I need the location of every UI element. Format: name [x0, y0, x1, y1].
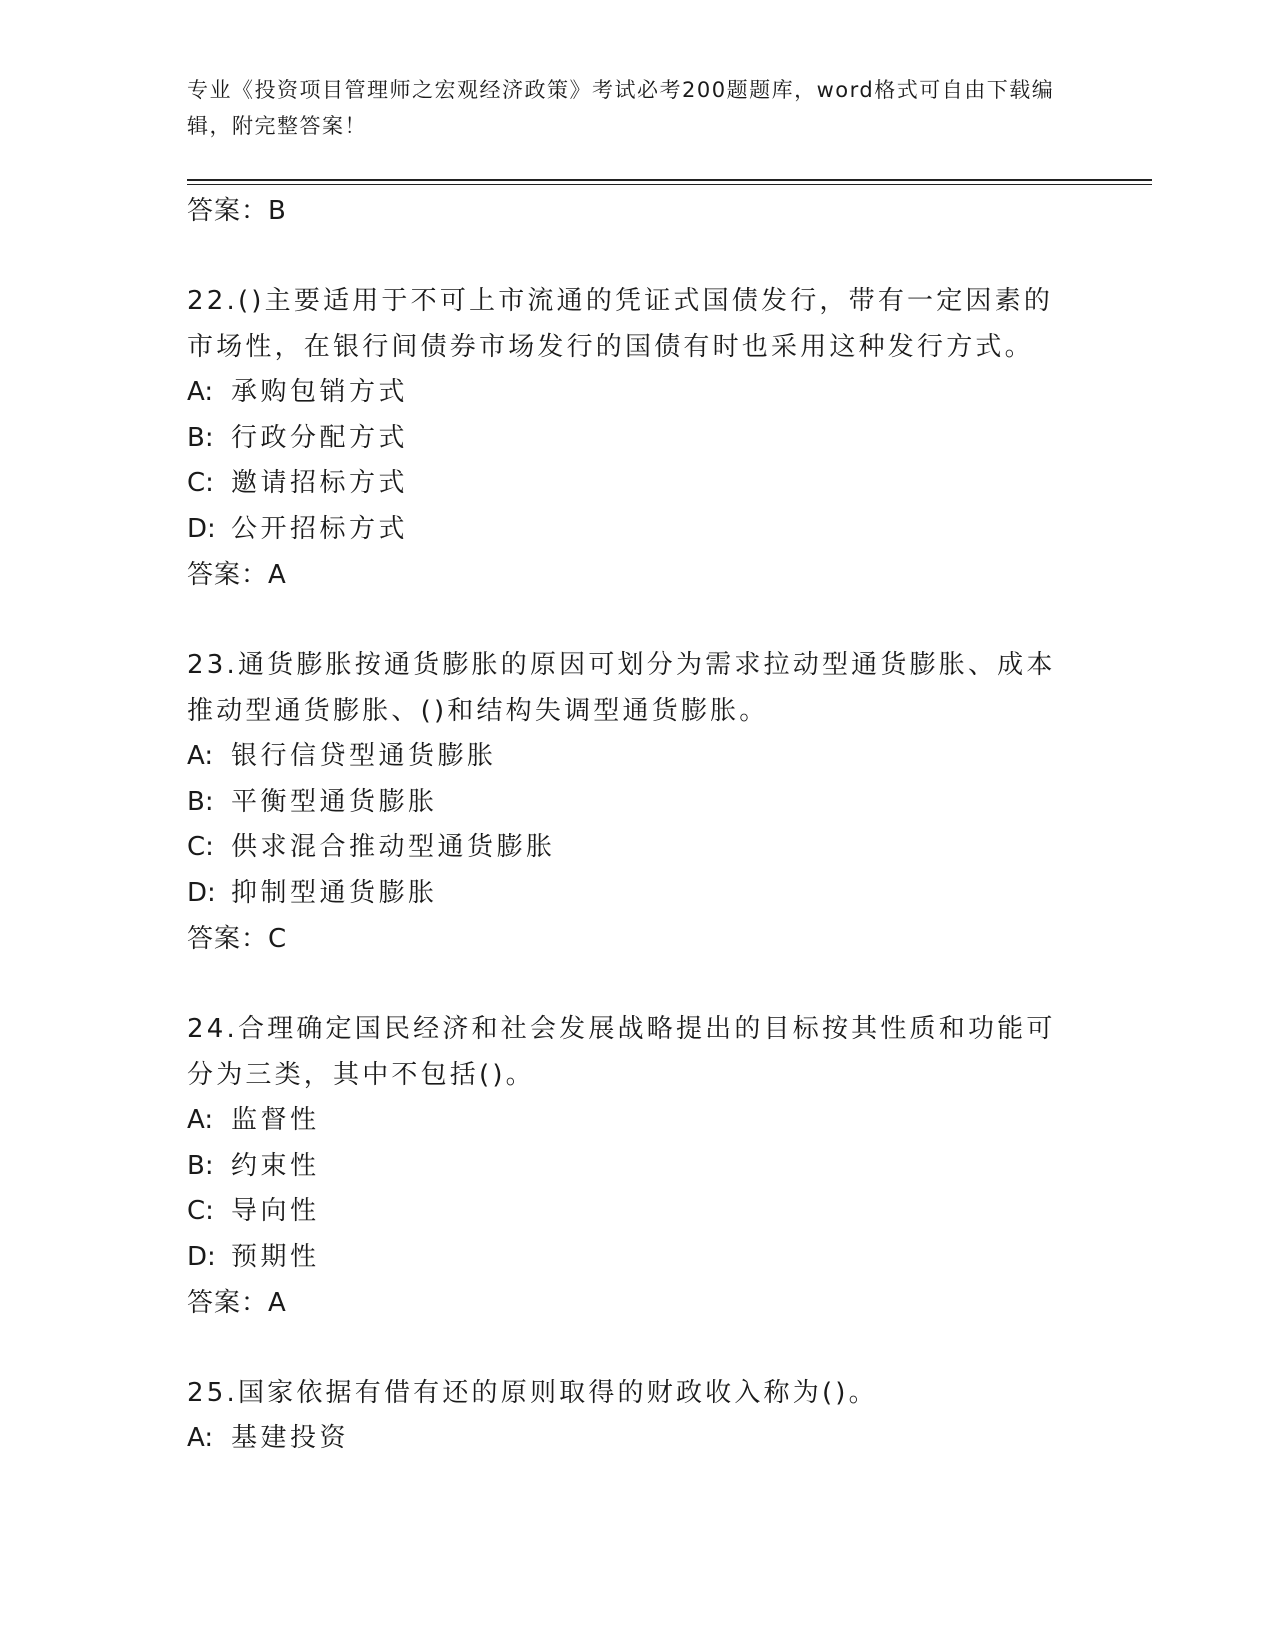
option-b	[187, 416, 1077, 462]
option-letter: C:	[187, 468, 214, 498]
option-d	[187, 507, 1077, 553]
option-text: 承购包销方式	[231, 377, 409, 407]
option-letter: D:	[187, 1241, 216, 1272]
option-d	[187, 1235, 1077, 1281]
option-text: 银行信贷型通货膨胀	[231, 741, 497, 771]
option-text: 邀请招标方式	[231, 468, 409, 498]
question-25	[187, 1370, 1077, 1462]
question-list	[187, 188, 1077, 1462]
answer-line: 答案：A	[187, 1288, 287, 1318]
option-b	[187, 1144, 1077, 1190]
option-d	[187, 871, 1077, 917]
option-letter: C:	[187, 832, 214, 862]
option-text: 监督性	[231, 1105, 320, 1135]
option-c	[187, 825, 1077, 871]
question-stem: 22.()主要适用于不可上市流通的凭证式国债发行，带有一定因素的市场性，在银行间债券市场发行的国债有时也采用这种发行方式。	[187, 286, 1054, 362]
header-rule-thick	[187, 179, 1152, 181]
question-stem: 25.国家依据有借有还的原则取得的财政收入称为()。	[187, 1378, 878, 1408]
option-text: 公开招标方式	[231, 513, 409, 544]
option-a	[187, 734, 1077, 780]
question-22	[187, 278, 1077, 598]
option-c	[187, 461, 1077, 507]
question-stem: 24.合理确定国民经济和社会发展战略提出的目标按其性质和功能可分为三类，其中不包括()。	[187, 1014, 1056, 1090]
option-a	[187, 1416, 1077, 1462]
header-rule-thin	[187, 184, 1152, 185]
option-letter: A:	[187, 741, 214, 771]
option-a	[187, 370, 1077, 416]
question-stem: 23.通货膨胀按通货膨胀的原因可划分为需求拉动型通货膨胀、成本推动型通货膨胀、()和结构失调型通货膨胀。	[187, 650, 1056, 726]
option-b	[187, 780, 1077, 826]
answer-line: 答案：C	[187, 924, 288, 954]
option-letter: D:	[187, 513, 216, 544]
option-letter: A:	[187, 1423, 214, 1453]
option-letter: D:	[187, 877, 216, 908]
answer-line: 答案：B	[187, 196, 287, 226]
option-letter: B:	[187, 422, 214, 453]
option-letter: B:	[187, 786, 214, 817]
option-letter: A:	[187, 1105, 214, 1135]
option-text: 供求混合推动型通货膨胀	[231, 832, 556, 862]
option-text: 基建投资	[231, 1423, 350, 1453]
option-text: 约束性	[231, 1150, 320, 1181]
option-letter: C:	[187, 1196, 214, 1226]
option-c	[187, 1189, 1077, 1235]
option-letter: A:	[187, 377, 214, 407]
option-text: 导向性	[231, 1196, 320, 1226]
option-text: 预期性	[231, 1241, 320, 1272]
answer-line: 答案：A	[187, 560, 287, 590]
option-text: 平衡型通货膨胀	[231, 786, 438, 817]
option-text: 抑制型通货膨胀	[231, 877, 438, 908]
question-23	[187, 642, 1077, 962]
option-text: 行政分配方式	[231, 422, 409, 453]
document-intro: 专业《投资项目管理师之宏观经济政策》考试必考200题题库，word格式可自由下载编辑，附完整答案！	[187, 78, 1055, 138]
option-a	[187, 1098, 1077, 1144]
question-24	[187, 1006, 1077, 1326]
option-letter: B:	[187, 1150, 214, 1181]
